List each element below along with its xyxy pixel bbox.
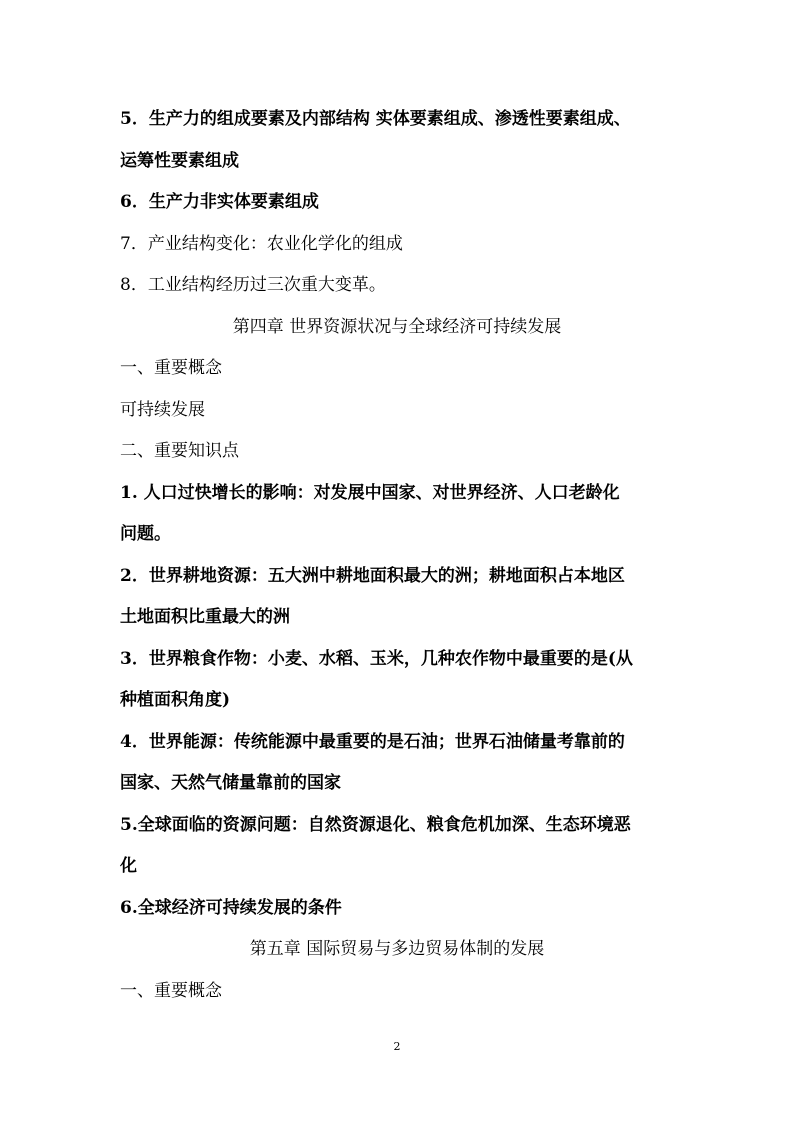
point-5-line-2: 化 (120, 856, 137, 876)
item-5-line-2: 运筹性要素组成 (120, 151, 239, 171)
chapter-5-title: 第五章 国际贸易与多边贸易体制的发展 (249, 939, 545, 959)
point-4-line-1: 4．世界能源：传统能源中最重要的是石油；世界石油储量考靠前的 (120, 732, 625, 752)
chapter-4-title: 第四章 世界资源状况与全球经济可持续发展 (232, 317, 562, 337)
item-8: 8．工业结构经历过三次重大变革。 (120, 275, 386, 295)
item-5-line-1: 5．生产力的组成要素及内部结构 实体要素组成、渗透性要素组成、 (120, 109, 631, 129)
chapter-4-concept: 可持续发展 (120, 400, 205, 420)
point-3-line-1: 3．世界粮食作物：小麦、水稻、玉米，几种农作物中最重要的是(从 (120, 649, 633, 669)
item-7: 7．产业结构变化：农业化学化的组成 (120, 234, 403, 254)
point-4-line-2: 国家、天然气储量靠前的国家 (120, 773, 341, 793)
point-2-line-1: 2．世界耕地资源：五大洲中耕地面积最大的洲；耕地面积占本地区 (120, 566, 625, 586)
point-6: 6.全球经济可持续发展的条件 (120, 898, 342, 918)
point-3-line-2: 种植面积角度) (120, 690, 231, 710)
page-number: 2 (393, 1040, 401, 1053)
chapter-5-section-1-heading: 一、重要概念 (120, 981, 222, 1001)
item-6: 6．生产力非实体要素组成 (120, 192, 319, 212)
point-1-line-2: 问题。 (120, 524, 171, 544)
chapter-4-section-1-heading: 一、重要概念 (120, 358, 222, 378)
point-1-line-1: 1. 人口过快增长的影响：对发展中国家、对世界经济、人口老龄化 (120, 483, 620, 503)
chapter-4-section-2-heading: 二、重要知识点 (120, 441, 239, 461)
point-5-line-1: 5.全球面临的资源问题：自然资源退化、粮食危机加深、生态环境恶 (120, 815, 631, 835)
point-2-line-2: 土地面积比重最大的洲 (120, 607, 290, 627)
